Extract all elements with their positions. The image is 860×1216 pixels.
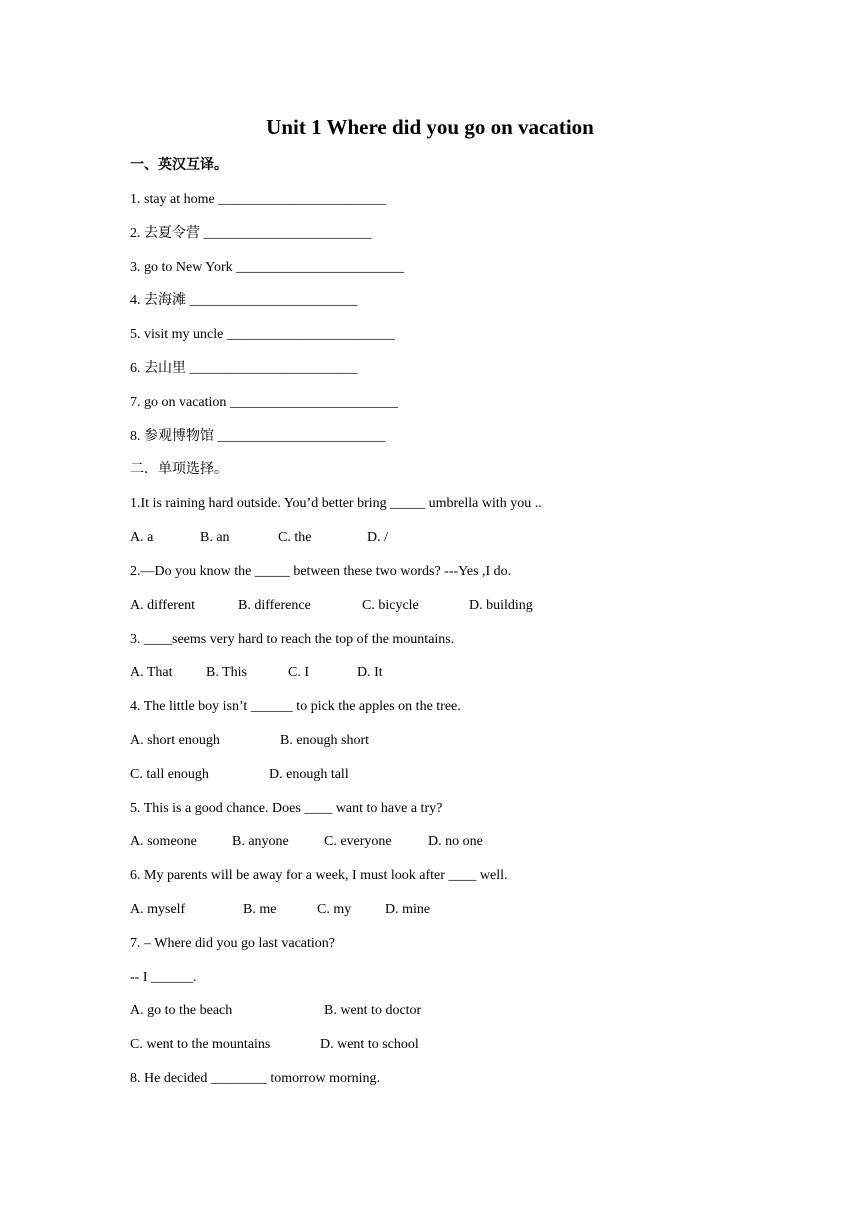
option-d: D. went to school bbox=[320, 1037, 419, 1052]
option-c: C. the bbox=[278, 530, 312, 545]
translation-item-8: 8. 参观博物馆 ________________________ bbox=[130, 429, 386, 444]
translation-item-1: 1. stay at home ________________________ bbox=[130, 192, 387, 207]
option-b: B. This bbox=[206, 665, 247, 680]
option-d: D. enough tall bbox=[269, 767, 349, 782]
section-heading-multiple-choice: 二．单项选择。 bbox=[130, 462, 228, 477]
option-c: C. my bbox=[317, 902, 352, 917]
option-a: A. someone bbox=[130, 834, 197, 849]
option-c: C. bicycle bbox=[362, 598, 419, 613]
section-heading-translation: 一、英汉互译。 bbox=[130, 158, 228, 173]
translation-item-2: 2. 去夏令营 ________________________ bbox=[130, 226, 372, 241]
translation-item-7: 7. go on vacation ________________________ bbox=[130, 395, 398, 410]
translation-item-4: 4. 去海滩 ________________________ bbox=[130, 293, 358, 308]
option-b: B. went to doctor bbox=[324, 1003, 422, 1018]
question-3: 3. ____seems very hard to reach the top of the mountains. bbox=[130, 632, 455, 647]
option-c: C. tall enough bbox=[130, 767, 209, 782]
question-4: 4. The little boy isn’t ______ to pick the apples on the tree. bbox=[130, 699, 461, 714]
option-c: C. went to the mountains bbox=[130, 1037, 271, 1052]
option-b: B. enough short bbox=[280, 733, 370, 748]
option-a: A. a bbox=[130, 530, 154, 545]
option-d: D. no one bbox=[428, 834, 483, 849]
question-6: 6. My parents will be away for a week, I must look after ____ well. bbox=[130, 868, 508, 883]
option-a: A. That bbox=[130, 665, 173, 680]
option-d: D. mine bbox=[385, 902, 431, 917]
question-1: 1.It is raining hard outside. You’d better bring _____ umbrella with you .. bbox=[130, 496, 542, 511]
translation-item-5: 5. visit my uncle ________________________ bbox=[130, 327, 395, 342]
question-7: 7. – Where did you go last vacation? bbox=[130, 936, 336, 951]
question-7-reply: -- I ______. bbox=[130, 970, 197, 985]
question-8: 8. He decided ________ tomorrow morning. bbox=[130, 1071, 381, 1086]
option-a: A. go to the beach bbox=[130, 1003, 233, 1018]
option-d: D. / bbox=[367, 530, 388, 545]
translation-item-6: 6. 去山里 ________________________ bbox=[130, 361, 358, 376]
option-a: A. different bbox=[130, 598, 196, 613]
page-title: Unit 1 Where did you go on vacation bbox=[266, 115, 594, 139]
option-d: D. building bbox=[469, 598, 533, 613]
option-b: B. difference bbox=[238, 598, 311, 613]
option-d: D. It bbox=[357, 665, 383, 680]
option-b: B. anyone bbox=[232, 834, 289, 849]
translation-item-3: 3. go to New York ________________________ bbox=[130, 260, 405, 275]
option-b: B. an bbox=[200, 530, 230, 545]
option-c: C. everyone bbox=[324, 834, 392, 849]
option-c: C. I bbox=[288, 665, 309, 680]
option-a: A. short enough bbox=[130, 733, 220, 748]
option-a: A. myself bbox=[130, 902, 186, 917]
question-2: 2.—Do you know the _____ between these two words? ---Yes ,I do. bbox=[130, 564, 512, 579]
question-5: 5. This is a good chance. Does ____ want to have a try? bbox=[130, 801, 443, 816]
option-b: B. me bbox=[243, 902, 277, 917]
